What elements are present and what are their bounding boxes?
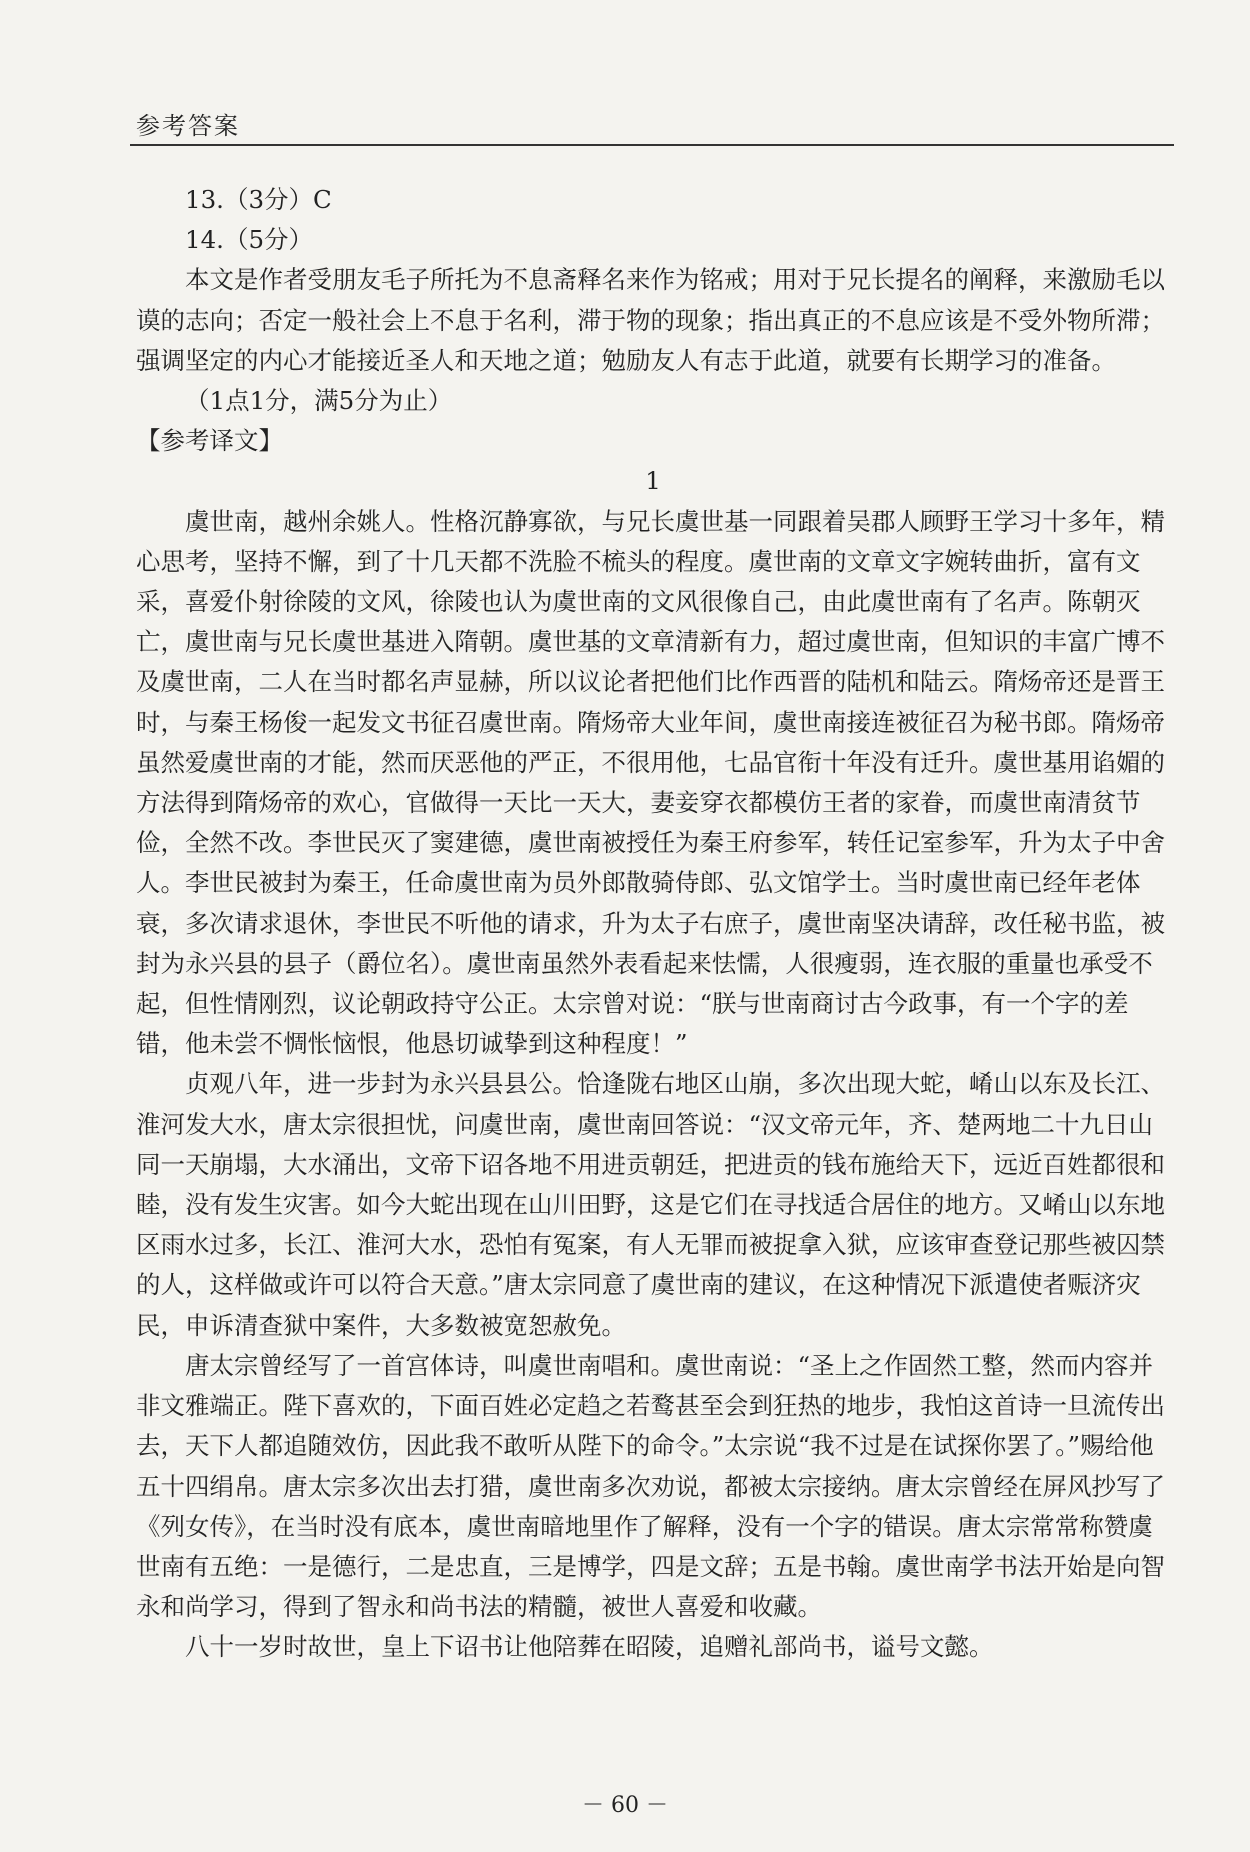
translation-paragraph: 八十一岁时故世，皇上下诏书让他陪葬在昭陵，追赠礼部尚书，谥号文懿。 (185, 1632, 994, 1662)
translation-label: 【参考译文】 (136, 426, 283, 456)
header-divider (130, 144, 1174, 146)
page-body (136, 180, 1170, 1668)
translation-paragraph: 虞世南，越州余姚人。性格沉静寡欲，与兄长虞世基一同跟着吴郡人顾野王学习十多年，精心思考，坚持不懈，到了十几天都不洗脸不梳头的程度。虞世南的文章文字婉转曲折，富有文采，喜爱仆射徐陵的文风，徐陵也认为虞世南的文风很像自己，由此虞世南有了名声。陈朝灭亡，虞世南与兄长虞世基进入隋朝。虞世基的文章清新有力，超过虞世南，但知识的丰富广博不及虞世南，二人在当时都名声显赫，所以议论者把他们比作西晋的陆机和陆云。隋炀帝还是晋王时，与秦王杨俊一起发文书征召虞世南。隋炀帝大业年间，虞世南接连被征召为秘书郎。隋炀帝虽然爱虞世南的才能，然而厌恶他的严正，不很用他，七品官衔十年没有迁升。虞世基用谄媚的方法得到隋炀帝的欢心，官做得一天比一天大，妻妾穿衣都模仿王者的家眷，而虞世南清贫节俭，全然不改。李世民灭了窦建德，虞世南被授任为秦王府参军，转任记室参军，升为太子中舍人。李世民被封为秦王，任命虞世南为员外郎散骑侍郎、弘文馆学士。当时虞世南已经年老体衰，多次请求退休，李世民不听他的请求，升为太子右庶子，虞世南坚决请辞，改任秘书监，被封为永兴县的县子（爵位名）。虞世南虽然外表看起来怯懦，人很瘦弱，连衣服的重量也承受不起，但性情刚烈，议论朝政持守公正。太宗曾对说：“朕与世南商讨古今政事，有一个字的差错，他未尝不惆怅恼恨，他恳切诚挚到这种程度！” (136, 506, 1165, 1059)
answer-14-text: 本文是作者受朋友毛子所托为不息斋释名来作为铭戒；用对于兄长提名的阐释，来激励毛以谟的志向；否定一般社会上不息于名利，滞于物的现象；指出真正的不息应该是不受外物所滞；强调坚定的内心才能接近圣人和天地之道；勉励友人有志于此道，就要有长期学习的准备。 (136, 265, 1165, 375)
answer-14-scoring-note: （1点1分，满5分为止） (185, 386, 453, 416)
translation-paragraph: 唐太宗曾经写了一首宫体诗，叫虞世南唱和。虞世南说：“圣上之作固然工整，然而内容并非文雅端正。陛下喜欢的，下面百姓必定趋之若鹜甚至会到狂热的地步，我怕这首诗一旦流传出去，天下人都追随效仿，因此我不敢听从陛下的命令。”太宗说“我不过是在试探你罢了。”赐给他五十四绢帛。唐太宗多次出去打猎，虞世南多次劝说，都被太宗接纳。唐太宗曾经在屏风抄写了《列女传》，在当时没有底本，虞世南暗地里作了解释，没有一个字的错误。唐太宗常常称赞虞世南有五绝：一是德行，二是忠直，三是博学，四是文辞；五是书翰。虞世南学书法开始是向智永和尚学习，得到了智永和尚书法的精髓，被世人喜爱和收藏。 (136, 1350, 1165, 1622)
translation-paragraph: 贞观八年，进一步封为永兴县县公。恰逢陇右地区山崩，多次出现大蛇，崤山以东及长江、淮河发大水，唐太宗很担忧，问虞世南，虞世南回答说：“汉文帝元年，齐、楚两地二十九日山同一天崩塌，大水涌出，文帝下诏各地不用进贡朝廷，把进贡的钱布施给天下，远近百姓都很和睦，没有发生灾害。如今大蛇出现在山川田野，这是它们在寻找适合居住的地方。又崤山以东地区雨水过多，长江、淮河大水，恐怕有冤案，有人无罪而被捉拿入狱，应该审查登记那些被囚禁的人，这样做或许可以符合天意。”唐太宗同意了虞世南的建议，在这种情况下派遣使者赈济灾民，申诉清查狱中案件，大多数被宽恕赦免。 (136, 1069, 1165, 1340)
page-number: － 60 － (582, 1793, 668, 1818)
translation-section-number: 1 (645, 466, 661, 496)
answer-13: 13.（3分）C (185, 185, 332, 214)
answer-14-heading: 14.（5分） (185, 225, 314, 255)
page-header-title: 参考答案 (136, 112, 240, 140)
